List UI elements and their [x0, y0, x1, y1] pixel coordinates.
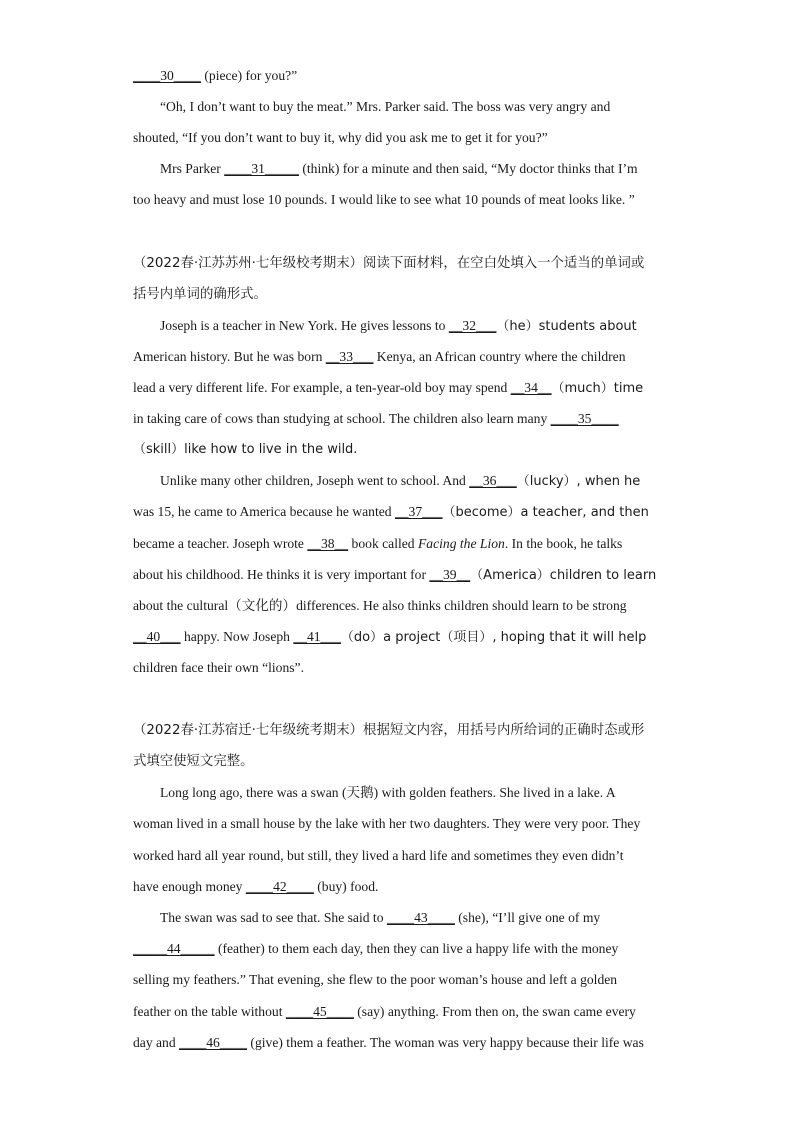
text-line: woman lived in a small house by the lake with her two daughters. They were very poor. They	[133, 816, 641, 831]
blank-33: __33___	[325, 349, 374, 364]
book-title: Facing the Lion	[418, 536, 505, 551]
text-line: _____44_____ (feather) to them each day, then they can live a happy life with the money	[133, 941, 619, 956]
text-line: shouted, “If you don’t want to buy it, why did you ask me to get it for you?”	[133, 130, 548, 145]
section-header: （2022春·江苏苏州·七年级校考期末）阅读下面材料，在空白处填入一个适当的单词或	[133, 256, 645, 271]
text-line: （skill）like how to live in the wild.	[133, 442, 358, 457]
blank-38: __38__	[307, 536, 349, 551]
blank-30: ____30____	[133, 68, 201, 83]
text-line: lead a very different life. For example, a ten-year-old boy may spend __34__（much）time	[133, 380, 644, 396]
text-line: Joseph is a teacher in New York. He gives lessons to __32___（he）students about	[160, 318, 637, 334]
text-line: American history. But he was born __33___ Kenya, an African country where the children	[133, 349, 626, 364]
text-line: The swan was sad to see that. She said to ____43____ (she), “I’ll give one of my	[160, 910, 601, 925]
blank-32: __32___	[448, 318, 497, 333]
text-line: was 15, he came to America because he wanted __37___（become）a teacher, and then	[133, 504, 649, 520]
section-header: （2022春·江苏宿迁·七年级统考期末）根据短文内容，用括号内所给词的正确时态或形	[133, 723, 645, 738]
blank-43: ____43____	[386, 910, 455, 925]
text-line: __40___ happy. Now Joseph __41___（do）a project（项目）, hoping that it will help	[133, 629, 647, 645]
blank-31: ____31_____	[224, 161, 299, 176]
text-line: worked hard all year round, but still, they lived a hard life and sometimes they even didn’t	[133, 848, 624, 863]
text-line: have enough money ____42____ (buy) food.	[133, 879, 379, 894]
text-line: day and ____46____ (give) them a feather. The woman was very happy because their life was	[133, 1035, 644, 1050]
text-line: too heavy and must lose 10 pounds. I would like to see what 10 pounds of meat looks like. ”	[133, 192, 635, 207]
text-line: about the cultural（文化的）differences. He also thinks children should learn to be strong	[133, 598, 627, 613]
text-line: Mrs Parker ____31_____ (think) for a minute and then said, “My doctor thinks that I’m	[160, 161, 638, 176]
blank-35: ____35____	[550, 411, 619, 426]
text-line: Long long ago, there was a swan (天鹅) with golden feathers. She lived in a lake. A	[160, 785, 616, 800]
text-line: ____30____ (piece) for you?”	[133, 68, 298, 83]
blank-36: __36___	[469, 473, 517, 488]
section-header: 括号内单词的确形式。	[133, 287, 267, 302]
text-line: Unlike many other children, Joseph went to school. And __36___（lucky）, when he	[160, 473, 641, 489]
blank-37: __37___	[394, 504, 443, 519]
blank-41: __41___	[293, 629, 341, 644]
blank-45: ____45____	[285, 1004, 354, 1019]
text-line: about his childhood. He thinks it is very important for __39__（America）children to learn	[133, 567, 657, 583]
text-line: in taking care of cows than studying at school. The children also learn many ____35____	[133, 411, 619, 426]
text-line: feather on the table without ____45____ (say) anything. From then on, the swan came every	[133, 1004, 636, 1019]
blank-40: __40___	[133, 629, 181, 644]
text-line: became a teacher. Joseph wrote __38__ book called Facing the Lion. In the book, he talks	[133, 536, 623, 551]
text-line: children face their own “lions”.	[133, 660, 304, 675]
blank-42: ____42____	[245, 879, 314, 894]
blank-39: __39__	[429, 567, 471, 582]
blank-44: _____44_____	[133, 941, 215, 956]
blank-34: __34__	[510, 380, 552, 395]
section-header: 式填空使短文完整。	[133, 754, 254, 769]
text-line: “Oh, I don’t want to buy the meat.” Mrs. Parker said. The boss was very angry and	[160, 99, 611, 114]
text-line: selling my feathers.” That evening, she flew to the poor woman’s house and left a golden	[133, 972, 618, 987]
blank-46: ____46____	[179, 1035, 248, 1050]
